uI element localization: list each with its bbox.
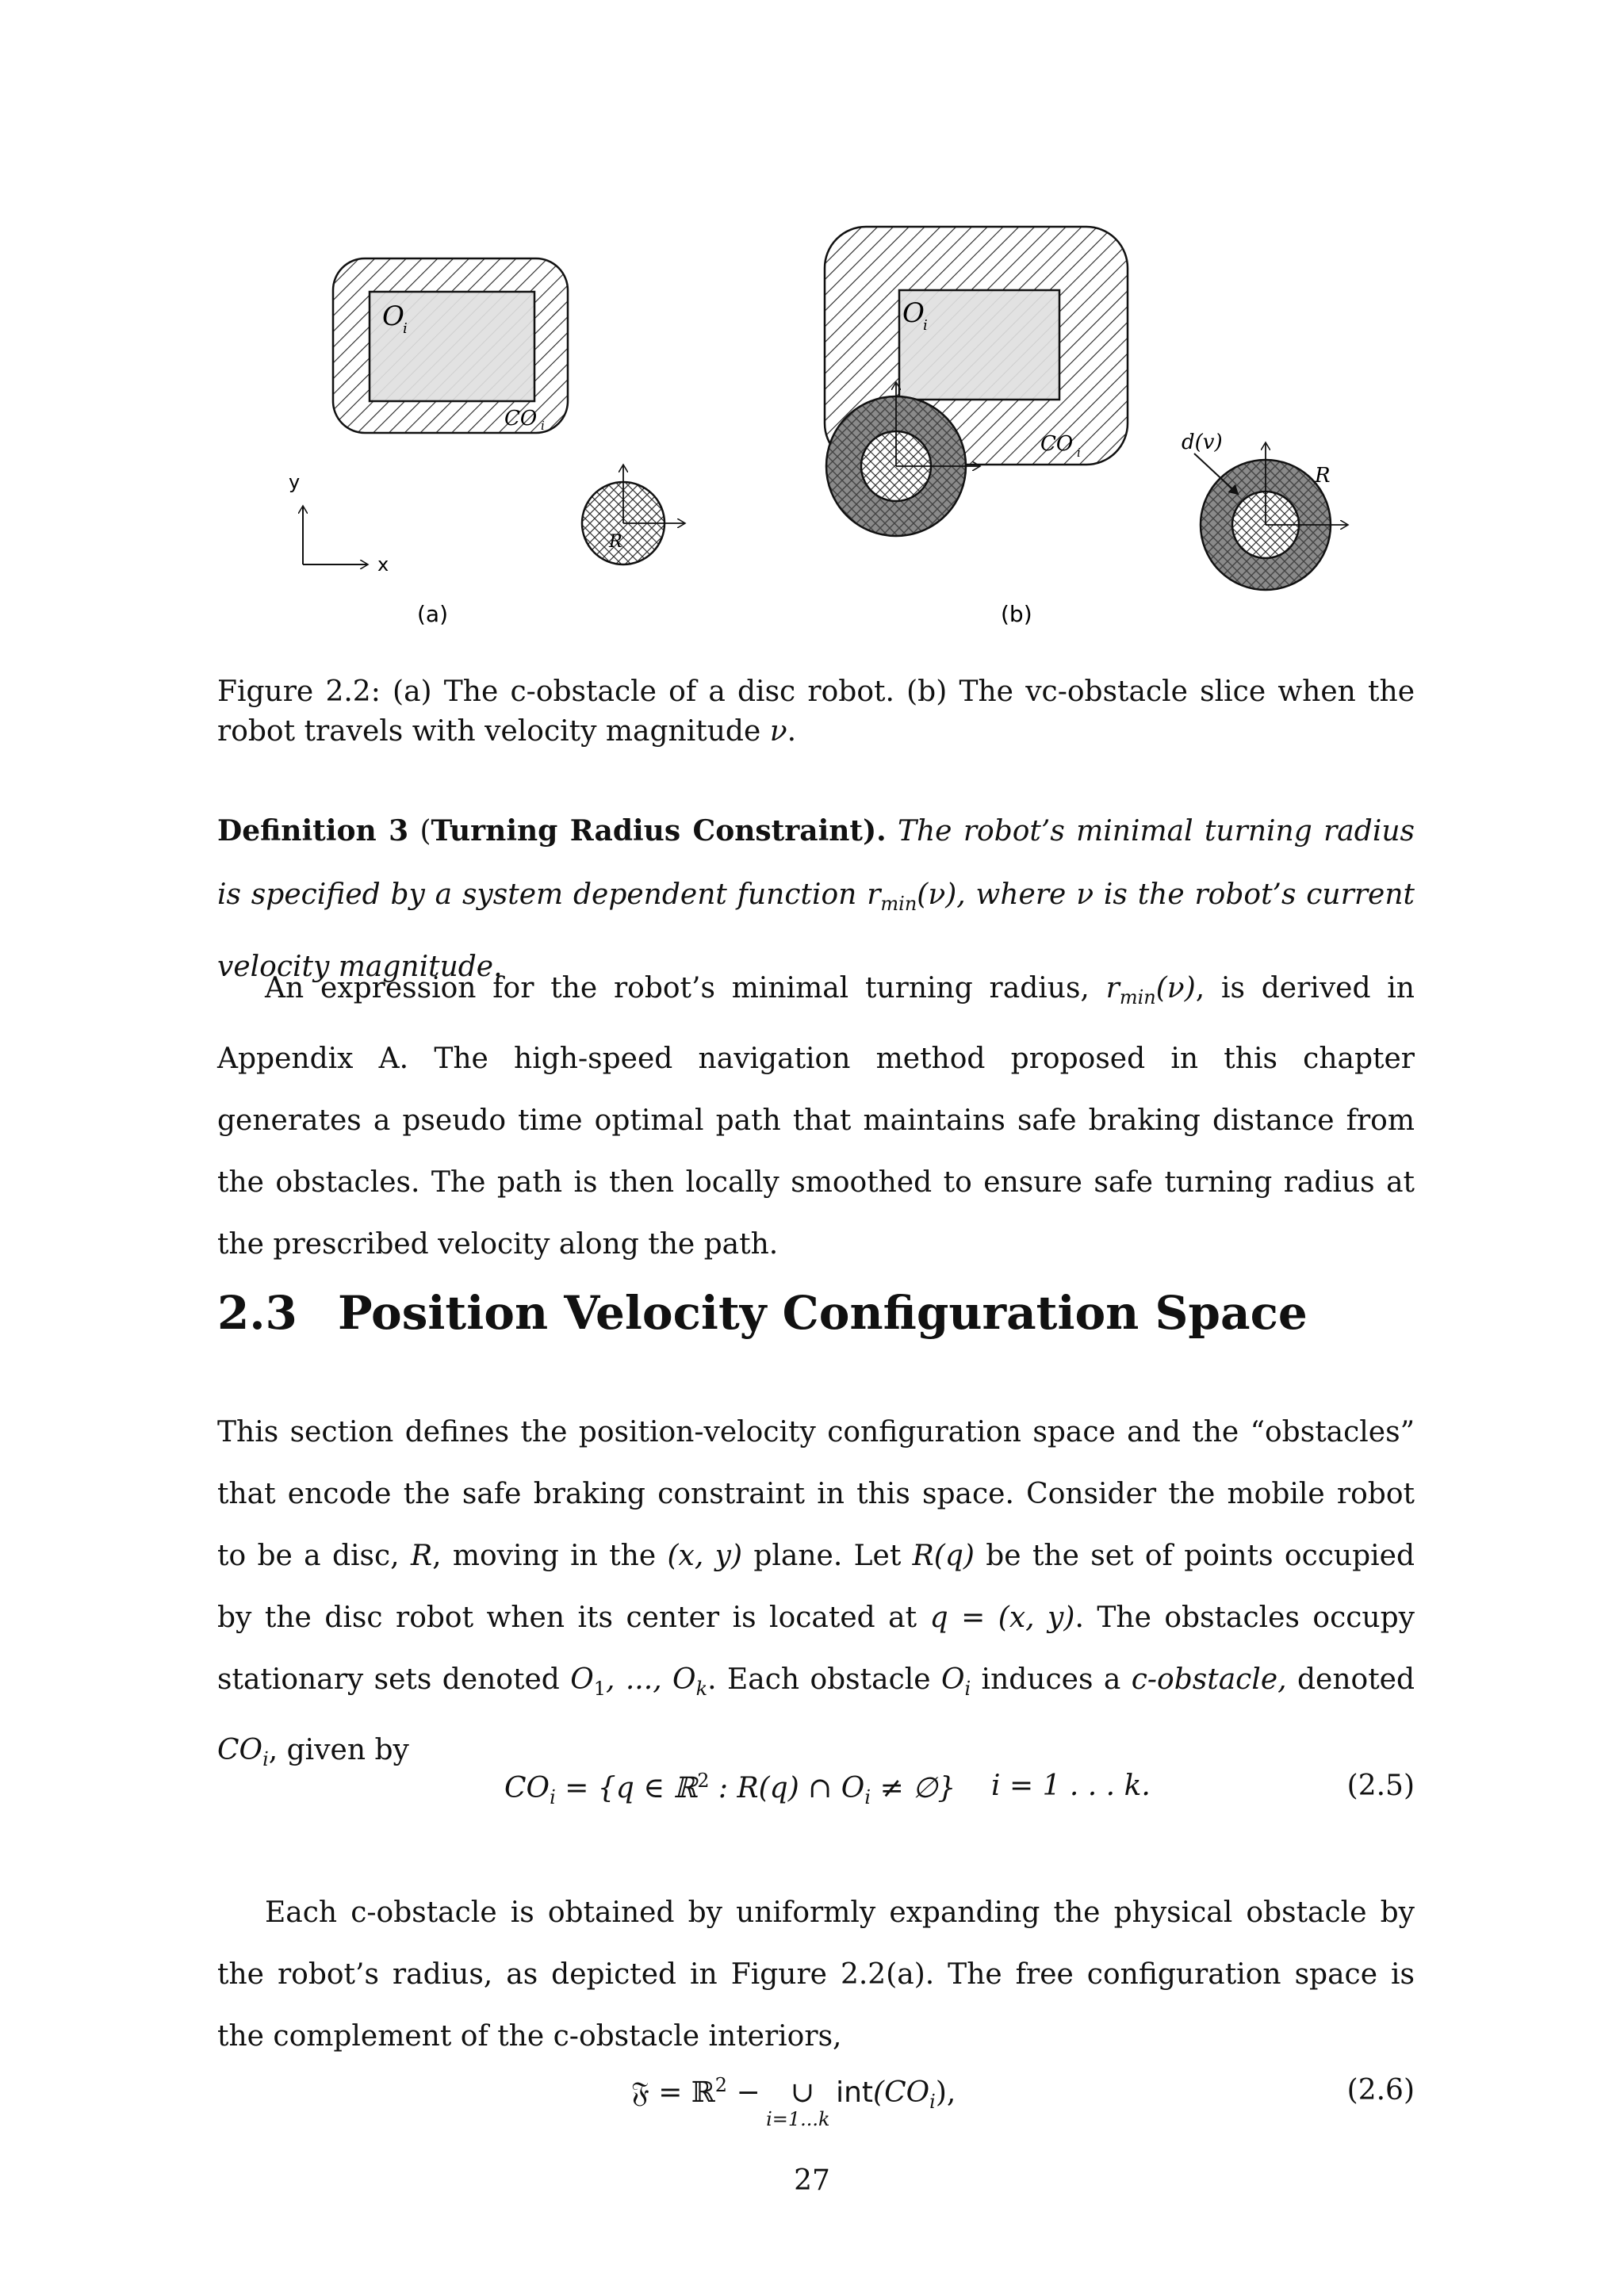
axis-label-x: x	[377, 553, 389, 576]
p2-text-1: This section defines the position-velocity configuration space and the “obstacles” that encode the safe braking constraint in this space. Consider the mobile robot to be a disc,	[217, 1416, 1415, 1572]
p1-text-2: , is derived in Appendix A. The high-speed navigation method proposed in this chapter generates a pseudo time optimal path that maintains safe braking distance from the obstacles. The path is then locally smoothed to ensure safe turning radius at the prescribed velocity along the path.	[217, 972, 1415, 1261]
definition-body-3: is the robot’s current velocity magnitude.	[217, 878, 1415, 984]
eq25-body-2: : R(q) ∩ O	[709, 1772, 865, 1804]
cobstacle-label-b: CO	[1040, 432, 1074, 456]
eq25-body-3: ≠ ∅}	[871, 1772, 956, 1804]
p1-rmin-sub: min	[1119, 986, 1156, 1009]
dv-label: d(v)	[1182, 430, 1223, 454]
equation-number-2-6: (2.6)	[1346, 2074, 1415, 2107]
paragraph-turning-radius	[217, 958, 1415, 1276]
eq26-minus: −	[727, 2076, 770, 2109]
p2-text-2: , moving in the	[432, 1540, 668, 1572]
caption-text: Figure 2.2: (a) The c-obstacle of a disc robot. (b) The vc-obstacle slice when the robot travels with velocity magnitude	[217, 675, 1415, 748]
eq26-lhs: 𝔉 = ℝ	[631, 2076, 715, 2109]
definition-body: The robot’s minimal turning radius is specified by a system dependent function	[217, 815, 1415, 911]
definition-rmin-sub: min	[880, 893, 917, 916]
section-heading	[217, 1286, 1308, 1340]
cobstacle-label-a: CO	[504, 407, 538, 430]
p2-COi: CO	[217, 1734, 263, 1767]
p2-text-6: . Each obstacle	[707, 1663, 941, 1696]
eq26-union-block	[766, 2076, 836, 2130]
p2-R: R	[410, 1540, 433, 1572]
p2-O1k: O	[570, 1663, 594, 1696]
panel-label-a: (a)	[417, 601, 449, 627]
p2-text-5: . The obstacles occupy stationary sets denoted	[217, 1601, 1415, 1696]
obstacle-label-a: O	[382, 300, 404, 332]
definition-rmin: r	[867, 878, 881, 911]
equation-2-5-range	[991, 1770, 1151, 1802]
p1-rmin-arg: (ν)	[1155, 972, 1196, 1004]
eq25-lhs-sub: i	[550, 1786, 556, 1809]
definition-body-2: , where	[956, 878, 1077, 911]
cobstacle-sub-b: i	[1077, 446, 1081, 460]
p2-text-8: denoted	[1286, 1663, 1415, 1696]
obstacle-label-b: O	[902, 297, 925, 329]
p2-O1k-mid: , ..., O	[606, 1663, 696, 1696]
eq25-sub2: i	[864, 1786, 871, 1809]
p2-COi-sub: i	[262, 1748, 269, 1771]
equation-number-2-5: (2.5)	[1346, 1770, 1415, 1802]
robot-label-b: R	[1315, 464, 1331, 488]
panel-b	[825, 227, 1348, 627]
p2-Oi: O	[940, 1663, 965, 1696]
paragraph-config-space	[217, 1402, 1415, 1790]
figure-caption	[217, 672, 1415, 752]
p2-cobs: c-obstacle,	[1131, 1663, 1287, 1696]
p3-text: Each c-obstacle is obtained by uniformly expanding the physical obstacle by the robot’s radius, as depicted in Figure 2.2(a). The free configuration space is the complement of the c-obstacle interiors,	[217, 1896, 1415, 2053]
p2-Oi-sub: i	[964, 1678, 971, 1701]
p2-text-9: , given by	[268, 1734, 409, 1767]
section-number: 2.3	[217, 1286, 297, 1340]
eq25-sup: 2	[697, 1770, 710, 1792]
panel-a	[289, 258, 685, 627]
eq26-union: ∪	[791, 2076, 815, 2109]
p2-text-4: be the set of points occupied by the disc robot when its center is located at	[217, 1540, 1415, 1634]
p1-rmin: r	[1105, 972, 1120, 1004]
cobstacle-sub-a: i	[541, 419, 545, 433]
definition-heading: Definition 3	[217, 814, 409, 848]
eq26-arg: (CO	[873, 2076, 930, 2109]
section-title: Position Velocity Configuration Space	[338, 1286, 1308, 1340]
obstacle-sub-b: i	[923, 317, 928, 334]
page-number: 27	[794, 2164, 830, 2197]
p2-xy: (x, y)	[667, 1540, 742, 1572]
eq25-range: i = 1 . . . k.	[991, 1770, 1151, 1802]
definition-nu: ν	[1076, 878, 1094, 911]
p2-O1k-sub1: 1	[593, 1678, 607, 1701]
eq26-union-sub: i=1...k	[766, 2108, 830, 2130]
definition-rmin-arg: (ν)	[917, 878, 957, 911]
eq25-body: = {q ∈ ℝ	[555, 1772, 698, 1804]
equation-2-5	[504, 1770, 956, 1808]
eq26-arg-sub: i	[929, 2091, 936, 2114]
equation-2-6	[631, 2074, 956, 2130]
p2-qxy: q = (x, y)	[929, 1601, 1075, 1634]
axis-label-y: y	[289, 471, 301, 493]
p2-Rq: R(q)	[912, 1540, 975, 1572]
definition-paren: (	[408, 815, 431, 848]
caption-end: .	[787, 715, 797, 748]
panel-label-b: (b)	[1001, 601, 1032, 627]
obstacle-sub-a: i	[403, 320, 408, 337]
caption-nu: ν	[769, 715, 787, 748]
robot-label-a: R	[609, 532, 622, 552]
eq26-int: int	[836, 2076, 874, 2109]
paragraph-free-space	[217, 1882, 1415, 2068]
figure-2-2	[262, 214, 1388, 658]
eq26-arg-end: ),	[935, 2076, 956, 2109]
eq26-sup: 2	[714, 2074, 728, 2096]
p2-text-7: induces a	[971, 1663, 1132, 1696]
figure-svg	[262, 214, 1388, 658]
p1-text-1: An expression for the robot’s minimal turning radius,	[265, 972, 1106, 1004]
p2-text-3: plane. Let	[742, 1540, 913, 1572]
eq25-lhs: CO	[504, 1772, 550, 1804]
p2-O1k-subk: k	[695, 1678, 708, 1701]
definition-title: Turning Radius Constraint).	[431, 814, 887, 848]
